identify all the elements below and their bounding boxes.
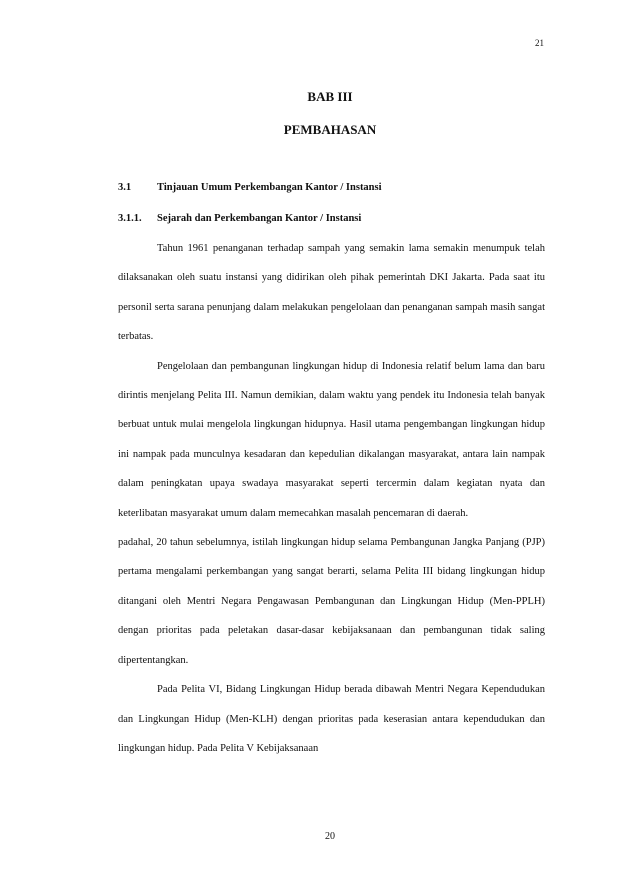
paragraph-3: padahal, 20 tahun sebelumnya, istilah lingkungan hidup selama Pembangunan Jangka Panjang (PJP) pertama mengalami perkembangan yang sangat berarti, selama Pelita III bidang lingkungan hidup ditangani oleh Mentri Negara Pengawasan Pembangunan dan Lingkungan Hidup (Men-PPLH) dengan prioritas pada peletakan dasar-dasar kebijaksanaan dan pembangunan tidak saling dipertentangkan. [118,537,545,666]
chapter-title: PEMBAHASAN [283,122,377,137]
paragraph-4: Pada Pelita VI, Bidang Lingkungan Hidup berada dibawah Mentri Negara Kependudukan dan Lingkungan Hidup (Men-KLH) dengan prioritas pada keserasian antara kependudukan dan lingkungan hidup. Pada Pelita V Kebijaksanaan [118,684,545,754]
section-number: 3.1.1. [118,213,142,224]
section-title: Sejarah dan Perkembangan Kantor / Instansi [157,213,362,224]
paragraph-2: Pengelolaan dan pembangunan lingkungan hidup di Indonesia relatif belum lama dan baru dirintis menjelang Pelita III. Namun demikian, dalam waktu yang pendek itu Indonesia telah banyak berbuat untuk mulai mengelola lingkungan hidupnya. Hasil utama pengembangan lingkungan hidup ini nampak pada munculnya kesadaran dan kepedulian dikalangan masyarakat, antara lain nampak dalam peningkatan upaya swadaya masyarakat seperti tercermin dalam kegiatan nyata dan keterlibatan masyarakat umum dalam memecahkan masalah pencemaran di daerah. [118,360,545,519]
paragraph-1: Tahun 1961 penanganan terhadap sampah yang semakin lama semakin menumpuk telah dilaksanakan oleh suatu instansi yang didirikan oleh pihak pemerintah DKI Jakarta. Pada saat itu personil serta sarana penunjang dalam melakukan pengelolaan dan penanganan sampah masih sangat terbatas. [118,243,545,343]
section-heading-3-1-1 [118,213,361,224]
body-text [118,234,545,763]
page-number-bottom: 20 [325,831,335,842]
section-number: 3.1 [118,182,132,193]
page-number-top: 21 [535,38,544,48]
chapter-label: BAB III [307,89,353,104]
section-heading-3-1 [118,182,382,193]
section-title: Tinjauan Umum Perkembangan Kantor / Instansi [157,182,382,193]
